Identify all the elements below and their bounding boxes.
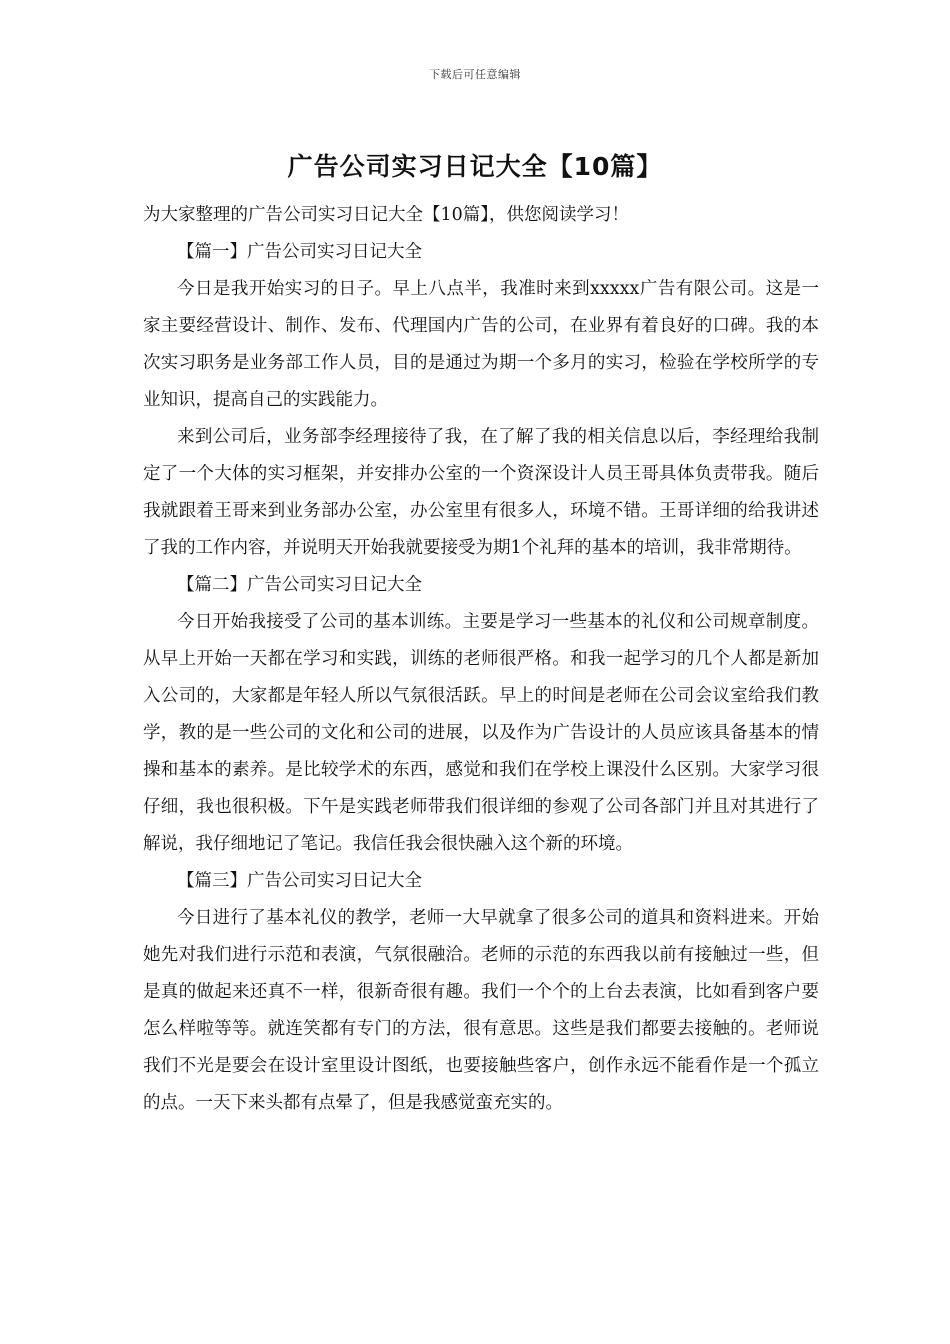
section-2 [143, 567, 819, 863]
body-paragraph: 今日是我开始实习的日子。早上八点半，我准时来到xxxxx广告有限公司。这是一家主要经营设计、制作、发布、代理国内广告的公司，在业界有着良好的口碑。我的本次实习职务是业务部工作人员，目的是通过为期一个多月的实习，检验在学校所学的专业知识，提高自己的实践能力。 [143, 279, 819, 410]
body-paragraph: 来到公司后，业务部李经理接待了我，在了解了我的相关信息以后，李经理给我制定了一个大体的实习框架，并安排办公室的一个资深设计人员王哥具体负责带我。随后我就跟着王哥来到业务部办公室，办公室里有很多人，环境不错。王哥详细的给我讲述了我的工作内容，并说明天开始我就要接受为期1个礼拜的基本的培训，我非常期待。 [143, 427, 819, 558]
document-title: 广告公司实习日记大全【10篇】 [287, 152, 663, 181]
document-body [143, 197, 819, 1122]
body-paragraph: 今日进行了基本礼仪的教学，老师一大早就拿了很多公司的道具和资料进来。开始她先对我们进行示范和表演，气氛很融洽。老师的示范的东西我以前有接触过一些，但是真的做起来还真不一样，很新奇很有趣。我们一个个的上台去表演，比如看到客户要怎么样啦等等。就连笑都有专门的方法，很有意思。这些是我们都要去接触的。老师说我们不光是要会在设计室里设计图纸，也要接触些客户，创作永远不能看作是一个孤立的点。一天下来头都有点晕了，但是我感觉蛮充实的。 [143, 908, 819, 1113]
header-note: 下载后可任意编辑 [429, 68, 521, 81]
section-heading: 【篇二】广告公司实习日记大全 [177, 575, 422, 595]
body-paragraph: 今日开始我接受了公司的基本训练。主要是学习一些基本的礼仪和公司规章制度。从早上开始一天都在学习和实践，训练的老师很严格。和我一起学习的几个人都是新加入公司的，大家都是年轻人所以气氛很活跃。早上的时间是老师在公司会议室给我们教学，教的是一些公司的文化和公司的进展，以及作为广告设计的人员应该具备基本的情操和基本的素养。是比较学术的东西，感觉和我们在学校上课没什么区别。大家学习很仔细，我也很积极。下午是实践老师带我们很详细的参观了公司各部门并且对其进行了解说，我仔细地记了笔记。我信任我会很快融入这个新的环境。 [143, 612, 819, 854]
section-3 [143, 863, 819, 1122]
section-1 [143, 234, 819, 567]
section-heading: 【篇三】广告公司实习日记大全 [177, 871, 422, 891]
section-heading: 【篇一】广告公司实习日记大全 [177, 242, 422, 262]
intro-paragraph: 为大家整理的广告公司实习日记大全【10篇】，供您阅读学习！ [143, 205, 630, 225]
